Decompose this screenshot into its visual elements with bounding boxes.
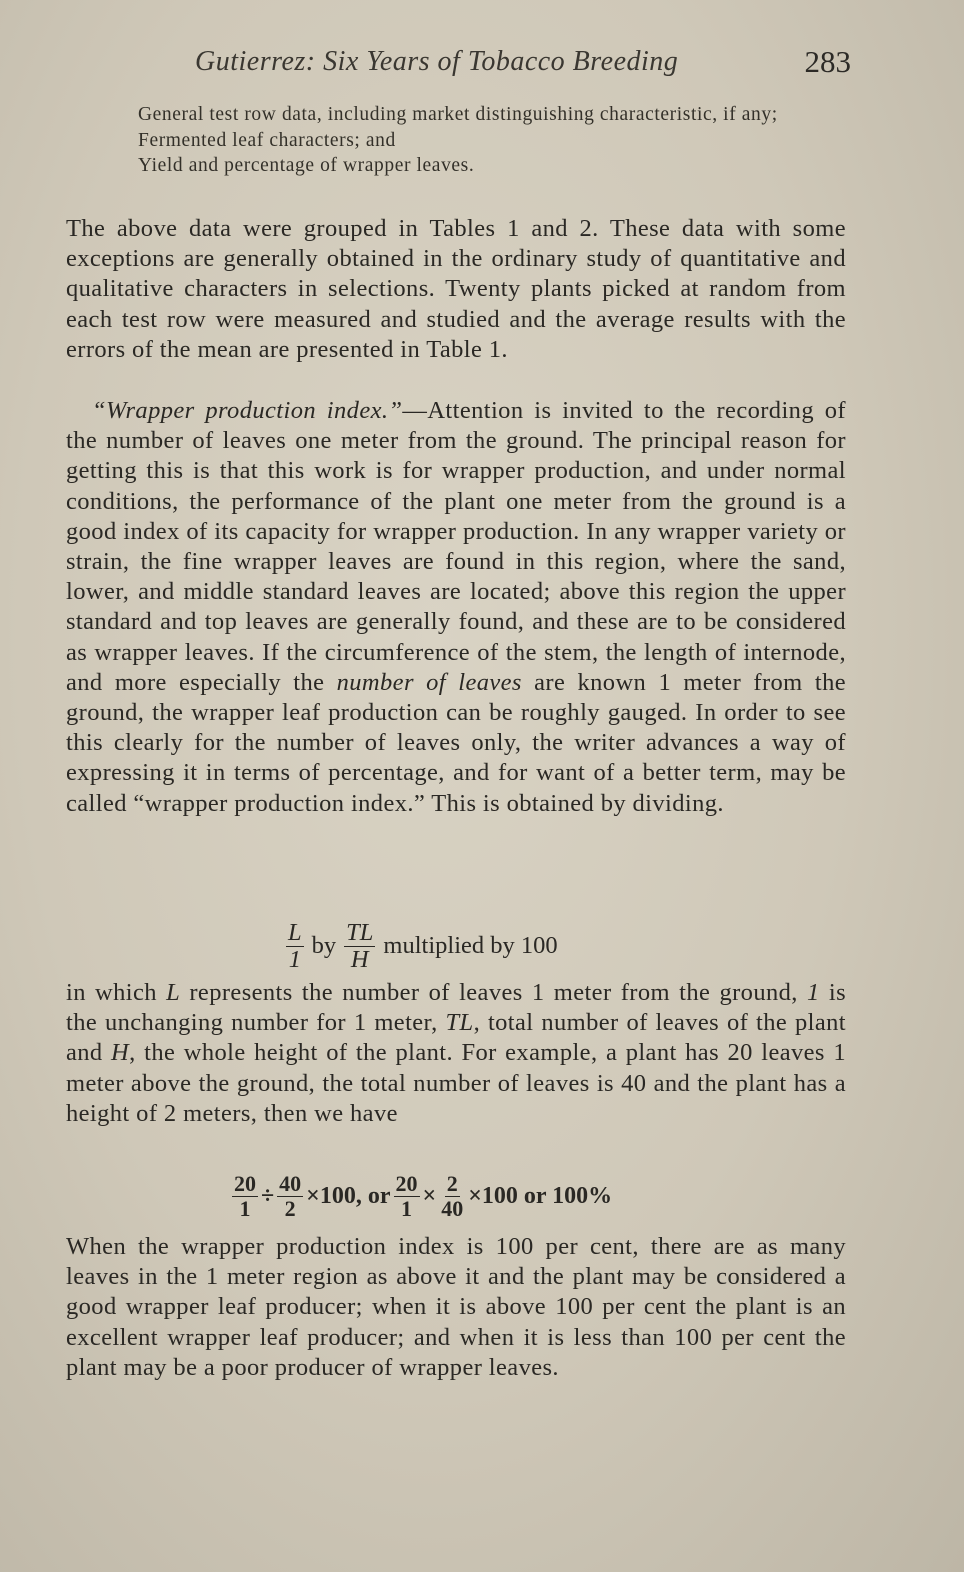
fraction-denominator: 1	[239, 1195, 251, 1221]
fraction-denominator: 1	[288, 945, 301, 973]
criteria-list	[138, 102, 856, 179]
page-number: 283	[804, 44, 851, 79]
criteria-item: General test row data, including market distinguishing characteristic, if any;	[138, 104, 778, 125]
paragraph-index-interpretation: When the wrapper production index is 100 per cent, there are as many leaves in the 1 meter region as above it and the plant may be considered a good wrapper leaf producer; when it is above 100 per cent the plant is an excellent wrapper leaf producer; and when it is less than 100 per cent the plant may be a poor producer of wrapper leaves.	[66, 1233, 846, 1381]
fraction-20-over-1	[232, 1172, 258, 1219]
section-heading: “Wrapper production index.”	[92, 397, 403, 424]
page-header	[195, 40, 855, 90]
fraction-numerator: 20	[234, 1171, 256, 1197]
fraction-numerator: 20	[395, 1171, 418, 1197]
paragraph-text: represents the number of leaves 1 meter from the ground,	[180, 979, 807, 1006]
criteria-item: Fermented leaf characters; and	[138, 129, 396, 151]
fraction-denominator: H	[350, 945, 369, 973]
fraction-denominator: 40	[441, 1195, 464, 1221]
variable-symbol: 1	[807, 979, 820, 1006]
fraction-2-over-40	[439, 1172, 465, 1219]
formula-index-definition	[286, 916, 558, 976]
formula-word: multiplied by 100	[383, 932, 558, 959]
formula-word: by	[311, 932, 337, 959]
fraction-denominator: 2	[284, 1195, 296, 1221]
fraction-numerator: 40	[279, 1171, 302, 1197]
fraction-denominator: 1	[401, 1195, 412, 1221]
formula-text: ×100 or 100%	[468, 1182, 613, 1209]
paragraph-text: , the whole height of the plant. For example, a plant has 20 leaves 1 meter above the ground, the total number of leaves is 40 and the plant has a height of 2 meters, then we have	[66, 1039, 846, 1127]
fraction-20-over-1-b	[394, 1172, 420, 1219]
paragraph-text: is the unchanging number for 1 meter,	[66, 979, 846, 1037]
fraction-numerator: TL	[346, 918, 374, 946]
variable-symbol: H	[111, 1039, 130, 1067]
paragraph-wrapper-index	[66, 396, 846, 819]
fraction-tl-over-h	[344, 920, 375, 972]
fraction-l-over-1	[286, 920, 304, 972]
emphasis-text: number of leaves	[336, 668, 522, 696]
fraction-numerator: 2	[446, 1171, 458, 1197]
operator-symbol: ÷	[261, 1182, 275, 1209]
paragraph-text: , total number of leaves of the plant and	[66, 1009, 846, 1067]
paragraph-text: are known 1 meter from the ground, the wrapper leaf production can be roughly gauged. In order to see this clearly for the number of leaves only, the writer advances a way of expressing it in terms of percentage, and for want of a better term, may be called “wrapper production index.” This is obtained by dividing.	[66, 668, 846, 817]
formula-worked-example	[232, 1164, 612, 1228]
paragraph-text: in which	[66, 979, 167, 1006]
criteria-item: Yield and percentage of wrapper leaves.	[138, 155, 475, 176]
running-title: Gutierrez: Six Years of Tobacco Breeding	[195, 46, 679, 77]
operator-symbol: ×	[422, 1182, 437, 1209]
fraction-numerator: L	[288, 918, 302, 946]
formula-text: ×100, or	[306, 1182, 391, 1209]
paragraph-text: —Attention is invited to the recording of the number of leaves one meter from the ground. The principal reason for getting this is that this work is for wrapper production, and under normal conditions, the performance of the plant one meter from the ground is a good index of its capacity for wrapper production. In any wrapper variety or strain, the fine wrapper leaves are found in this region, where the sand, lower, and middle standard leaves are located; above this region the upper standard and top leaves are generally found, and these are to be considered as wrapper leaves. If the circumference of the stem, the length of internode, and more especially the	[66, 397, 846, 696]
variable-symbol: TL	[445, 1009, 474, 1037]
variable-symbol: L	[166, 979, 181, 1006]
paragraph-variable-definitions	[66, 978, 846, 1129]
paragraph-data-summary: The above data were grouped in Tables 1 and 2. These data with some exceptions are generally obtained in the ordinary study of quantitative and qualitative characters in selections. Twenty plants picked at random from each test row were measured and studied and the average results with the errors of the mean are presented in Table 1.	[66, 215, 846, 363]
fraction-40-over-2	[277, 1172, 303, 1219]
